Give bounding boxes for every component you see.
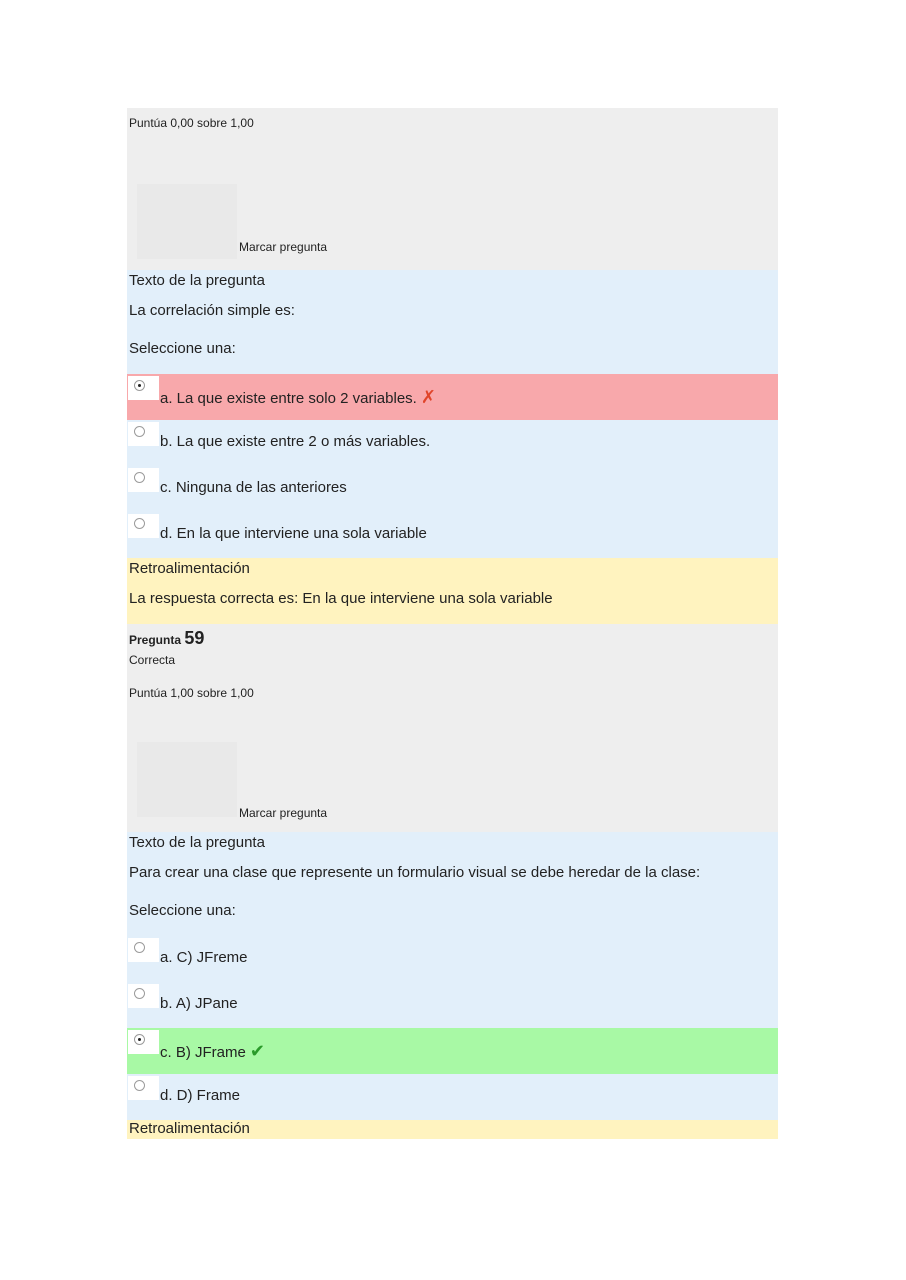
quiz-review-page [127,108,778,1139]
feedback-text: La respuesta correcta es: En la que interviene una sola variable [129,590,553,607]
flag-question-area[interactable] [127,144,778,270]
feedback-label: Retroalimentación [129,560,250,577]
answer-option-a[interactable] [127,374,778,420]
question-text-label: Texto de la pregunta [129,834,265,851]
question-text: Para crear una clase que represente un formulario visual se debe heredar de la clase: [129,864,701,881]
question-number-value: 59 [184,628,205,648]
answer-option-b[interactable] [127,982,778,1028]
radio-button[interactable] [134,1080,145,1091]
answer-option-b[interactable] [127,420,778,466]
question-text-label: Texto de la pregunta [129,272,265,289]
flag-question-link[interactable]: Marcar pregunta [239,806,328,820]
answer-option-c[interactable] [127,466,778,512]
answer-option-d[interactable] [127,1074,778,1120]
flag-question-area[interactable] [127,712,778,832]
feedback-label: Retroalimentación [129,1120,250,1137]
question-number [127,624,778,648]
radio-button[interactable] [134,988,145,999]
question-content-q59 [127,832,778,1120]
answer-option-a[interactable] [127,936,778,982]
answer-option-c[interactable] [127,1028,778,1074]
flag-question-link[interactable]: Marcar pregunta [239,240,328,254]
radio-button[interactable] [134,518,145,529]
feedback-q58 [127,558,778,624]
question-info-q58 [127,108,778,270]
answer-label: a. La que existe entre solo 2 variables. [160,390,417,407]
correct-icon: ✔ [249,1041,265,1061]
answer-label: b. A) JPane [160,995,238,1012]
radio-button[interactable] [134,942,145,953]
answer-label: c. B) JFrame [160,1044,246,1061]
radio-button[interactable] [134,1034,145,1045]
incorrect-icon: ✗ [420,387,436,407]
select-one-prompt: Seleccione una: [129,902,236,919]
flag-icon [137,184,237,259]
grade-text: Puntúa 0,00 sobre 1,00 [129,116,254,130]
answer-label: b. La que existe entre 2 o más variables. [160,433,431,450]
answer-label: a. C) JFreme [160,949,248,966]
question-word: Pregunta [129,633,182,647]
radio-button[interactable] [134,426,145,437]
answer-label: c. Ninguna de las anteriores [160,479,347,496]
radio-button[interactable] [134,380,145,391]
select-one-prompt: Seleccione una: [129,340,236,357]
question-info-q59 [127,624,778,832]
flag-icon [137,742,237,817]
answer-option-d[interactable] [127,512,778,558]
question-text: La correlación simple es: [129,302,295,319]
answer-label: d. D) Frame [160,1087,241,1104]
feedback-q59 [127,1120,778,1139]
grade-text: Puntúa 1,00 sobre 1,00 [129,686,254,700]
radio-button[interactable] [134,472,145,483]
question-state: Correcta [129,653,176,667]
answer-label: d. En la que interviene una sola variable [160,525,427,542]
question-content-q58 [127,270,778,558]
